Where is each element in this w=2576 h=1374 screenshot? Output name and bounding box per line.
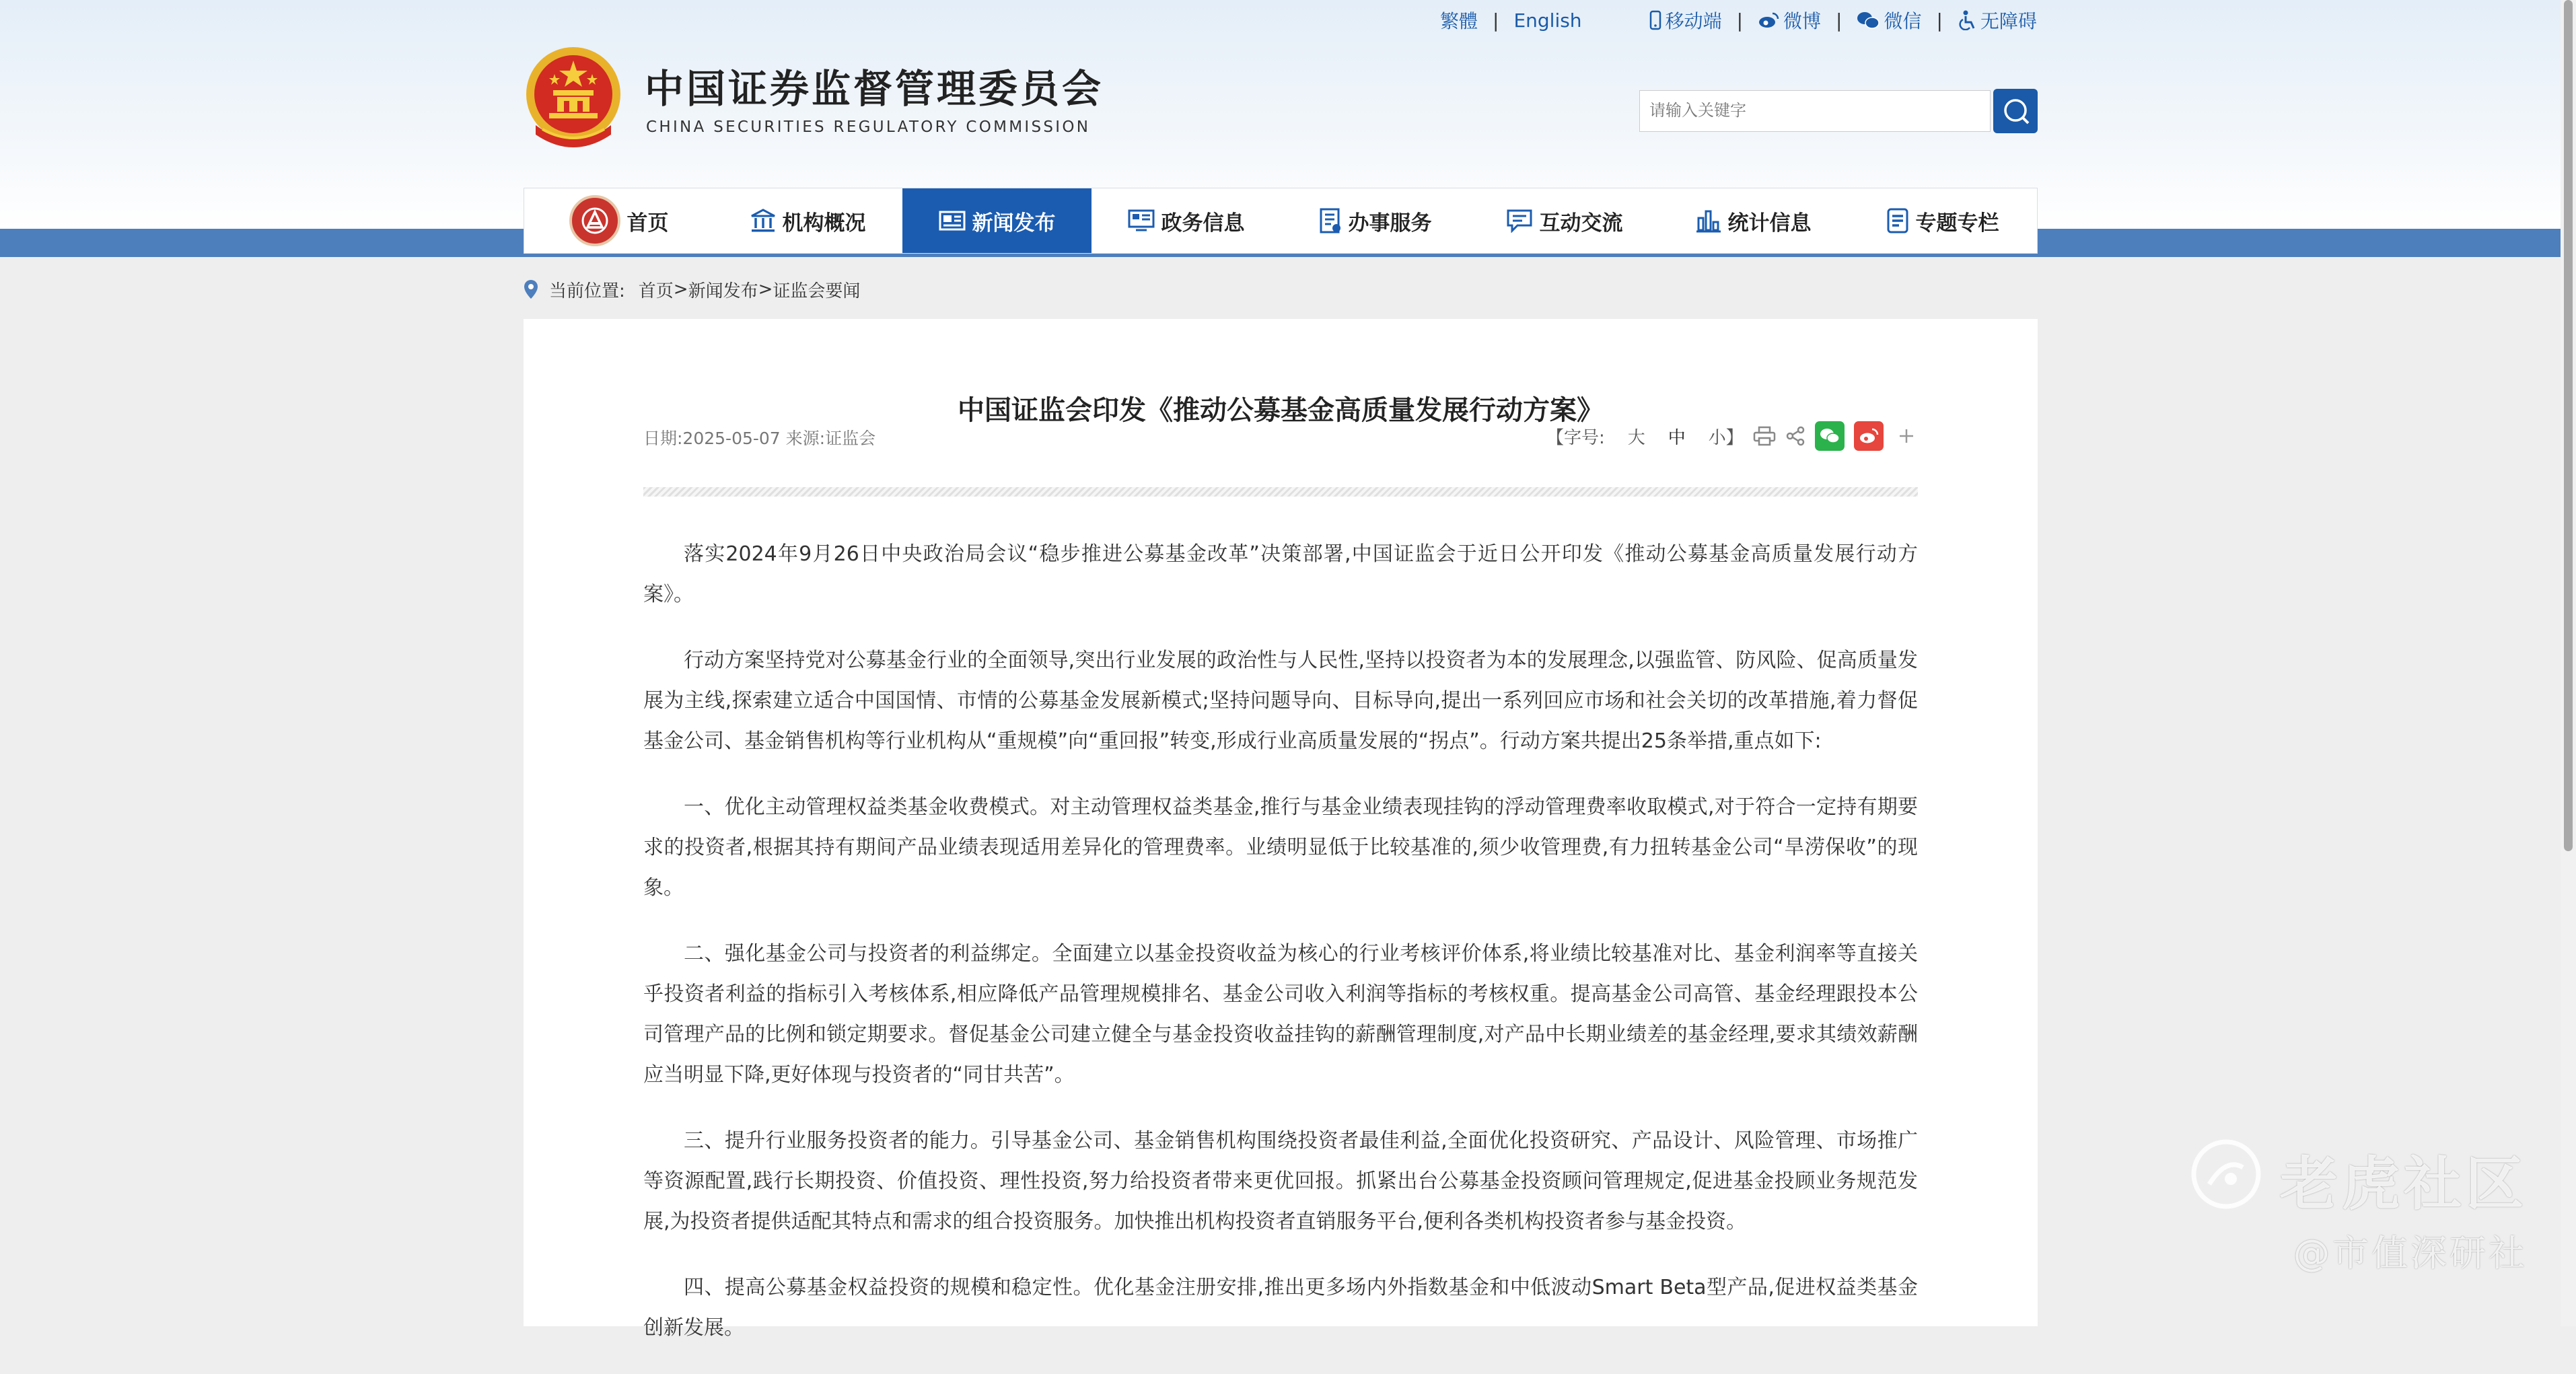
nav-news-label: 新闻发布 — [972, 211, 1056, 236]
nav-statistics-label: 统计信息 — [1727, 211, 1812, 236]
mobile-link-label: 移动端 — [1665, 10, 1722, 32]
nav-interaction-label: 互动交流 — [1539, 211, 1623, 236]
font-size-large[interactable]: 大 — [1627, 427, 1645, 448]
site-title-cn: 中国证券监督管理委员会 — [645, 66, 1104, 112]
breadcrumb-home[interactable]: 首页 — [638, 281, 674, 301]
article-paragraph: 二、强化基金公司与投资者的利益绑定。全面建立以基金投资收益为核心的行业考核评价体系,将业绩比较基准对比、基金利润率等直接关乎投资者利益的指标引入考核体系,相应降低产品管理规模排名、基金公司收入利润等指标的考核权重。提高基金公司高管、基金经理跟投本公司管理产品的比例和锁定期要求。督促基金公司建立健全与基金投资收益挂钩的薪酬管理制度,对产品中长期业绩差的基金经理,要求其绩效薪酬应当明显下降,更好体现与投资者的“同甘共苦”。 — [643, 942, 1918, 1087]
nav-special-topics-label: 专题专栏 — [1915, 211, 1999, 236]
font-size-label: 【字号: — [1546, 427, 1605, 448]
watermark-brand: 老虎社区 — [2280, 1151, 2528, 1218]
weibo-icon — [1758, 11, 1779, 29]
home-emblem-icon — [569, 195, 620, 246]
breadcrumb-separator: > — [673, 279, 688, 299]
nav-government-info[interactable] — [1092, 188, 1281, 253]
nav-home-label: 首页 — [627, 211, 669, 236]
document-icon — [1319, 208, 1342, 233]
font-size-medium[interactable]: 中 — [1668, 427, 1686, 448]
article-paragraph: 一、优化主动管理权益类基金收费模式。对主动管理权益类基金,推行与基金业绩表现挂钩的浮动管理费率收取模式,对于符合一定持有期要求的投资者,根据其持有期间产品业绩表现适用差异化的管理费率。业绩明显低于比较基准的,须少收管理费,有力扭转基金公司“旱涝保收”的现象。 — [643, 795, 1918, 900]
watermark-author: @市值深研社 — [2293, 1232, 2528, 1274]
article-tools — [1546, 421, 1915, 451]
list-icon — [1886, 208, 1909, 233]
english-link[interactable]: English — [1513, 9, 1582, 32]
breadcrumb — [524, 276, 860, 303]
nav-about-label: 机构概况 — [782, 211, 866, 236]
newspaper-icon — [939, 210, 966, 231]
nav-special-topics[interactable] — [1848, 188, 2037, 253]
share-wechat-button[interactable] — [1815, 421, 1845, 451]
location-pin-icon — [524, 279, 538, 299]
article-title: 中国证监会印发《推动公募基金高质量发展行动方案》 — [958, 395, 1604, 426]
main-nav — [524, 188, 2038, 254]
nav-news[interactable] — [902, 188, 1092, 253]
scrollbar-thumb[interactable] — [2564, 0, 2573, 851]
nav-services-label: 办事服务 — [1348, 211, 1432, 236]
article-paragraph: 四、提高公募基金权益投资的规模和稳定性。优化基金注册安排,推出更多场内外指数基金和中低波动Smart Beta型产品,促进权益类基金创新发展。 — [643, 1276, 1918, 1340]
search-input[interactable] — [1639, 90, 1991, 132]
title-divider — [643, 487, 1918, 497]
search-button[interactable] — [1993, 89, 2038, 133]
breadcrumb-current[interactable]: 证监会要闻 — [773, 281, 861, 301]
share-icon — [1785, 426, 1805, 446]
weibo-share-icon — [1854, 421, 1884, 451]
weibo-link[interactable] — [1758, 7, 1821, 34]
plus-icon — [1898, 428, 1915, 444]
top-utility-links: 繁體 | English 移动端 | 微博 | 微信 | 无障碍 — [1440, 7, 2037, 34]
breadcrumb-separator: > — [758, 279, 773, 299]
print-icon — [1753, 426, 1776, 446]
search-icon — [2001, 96, 2030, 126]
bar-chart-icon — [1696, 209, 1721, 233]
national-emblem-logo[interactable] — [522, 46, 624, 152]
weibo-link-label: 微博 — [1783, 10, 1822, 32]
more-share-button[interactable] — [1898, 428, 1915, 444]
tiger-community-logo-icon — [2189, 1137, 2263, 1211]
nav-statistics[interactable] — [1659, 188, 1848, 253]
nav-about[interactable] — [713, 188, 902, 253]
wechat-link[interactable] — [1857, 7, 1921, 34]
separator: | — [1493, 9, 1499, 32]
watermark — [2280, 1137, 2528, 1276]
page-scrollbar[interactable] — [2561, 0, 2576, 1326]
nav-home[interactable] — [524, 188, 713, 253]
traditional-chinese-link[interactable]: 繁體 — [1440, 10, 1478, 32]
article-paragraph: 落实2024年9月26日中央政治局会议“稳步推进公募基金改革”决策部署,中国证监会于近日公开印发《推动公募基金高质量发展行动方案》。 — [643, 542, 1918, 606]
site-title-en: CHINA SECURITIES REGULATORY COMMISSION — [646, 118, 1091, 136]
share-weibo-button[interactable] — [1854, 421, 1884, 451]
breadcrumb-label: 当前位置: — [549, 281, 625, 301]
accessibility-link[interactable] — [1958, 7, 2037, 34]
building-icon — [750, 209, 776, 233]
font-size-small[interactable]: 小】 — [1708, 427, 1744, 448]
breadcrumb-news[interactable]: 新闻发布 — [688, 281, 758, 301]
mobile-link[interactable] — [1649, 7, 1722, 34]
nav-government-info-label: 政务信息 — [1161, 211, 1245, 236]
mobile-phone-icon — [1649, 10, 1661, 30]
article-paragraph: 行动方案坚持党对公募基金行业的全面领导,突出行业发展的政治性与人民性,坚持以投资者为本的发展理念,以强监管、防风险、促高质量发展为主线,探索建立适合中国国情、市情的公募基金发展新模式;坚持问题导向、目标导向,提出一系列回应市场和社会关切的改革措施,着力督促基金公司、基金销售机构等行业机构从“重规模”向“重回报”转变,形成行业高质量发展的“拐点”。行动方案共提出25条举措,重点如下: — [643, 649, 1918, 753]
monitor-icon — [1128, 209, 1155, 232]
wechat-share-icon — [1815, 421, 1845, 451]
share-button[interactable] — [1785, 426, 1805, 446]
wechat-link-label: 微信 — [1884, 10, 1922, 32]
article-card — [524, 319, 2038, 1340]
wechat-icon — [1857, 11, 1880, 30]
print-button[interactable] — [1753, 426, 1776, 446]
accessibility-icon — [1958, 10, 1976, 30]
nav-interaction[interactable] — [1470, 188, 1659, 253]
accessibility-link-label: 无障碍 — [1980, 10, 2037, 32]
article-meta: 日期:2025-05-07 来源:证监会 — [643, 429, 876, 448]
nav-services[interactable] — [1281, 188, 1470, 253]
article-body — [643, 534, 1918, 1374]
chat-icon — [1506, 209, 1533, 233]
article-paragraph: 三、提升行业服务投资者的能力。引导基金公司、基金销售机构围绕投资者最佳利益,全面优化投资研究、产品设计、风险管理、市场推广等资源配置,践行长期投资、价值投资、理性投资,努力给投资者带来更优回报。抓紧出台公募基金投资顾问管理规定,促进基金投顾业务规范发展,为投资者提供适配其特点和需求的组合投资服务。加快推出机构投资者直销服务平台,便利各类机构投资者参与基金投资。 — [643, 1129, 1918, 1233]
